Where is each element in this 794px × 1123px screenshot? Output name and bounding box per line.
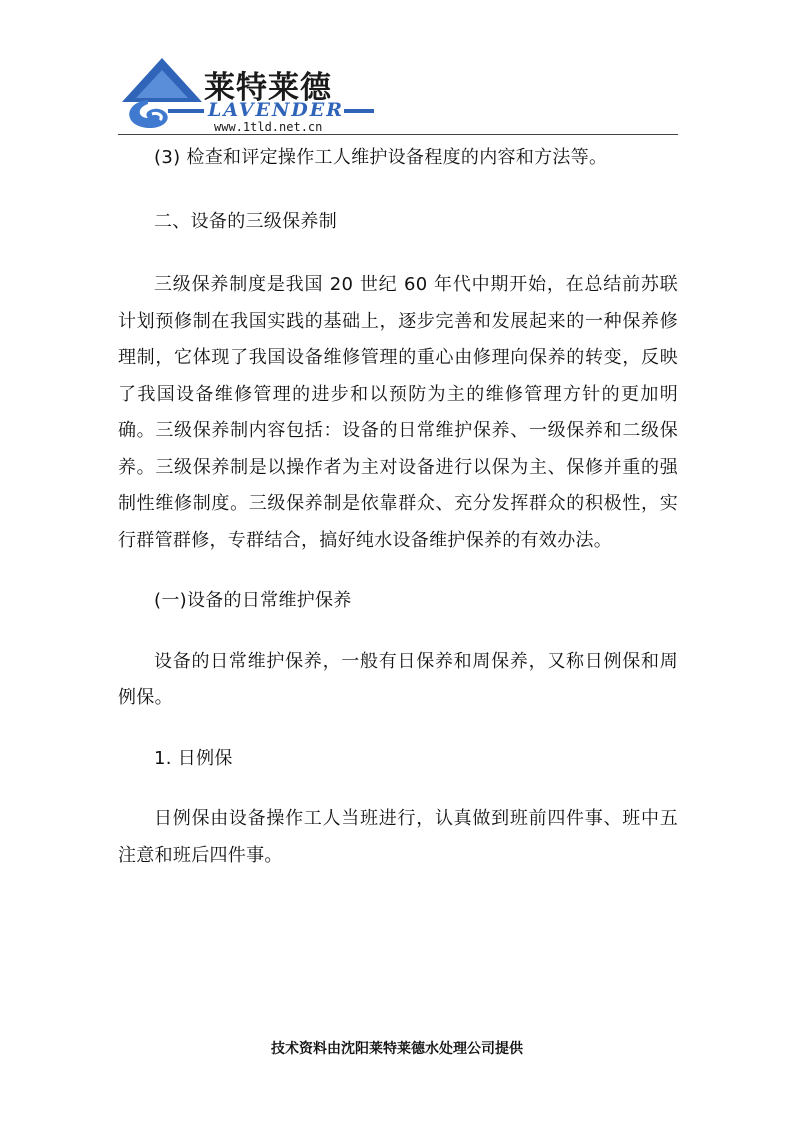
page-header xyxy=(118,50,678,138)
paragraph-daily-routine: 日例保由设备操作工人当班进行，认真做到班前四件事、班中五注意和班后四件事。 xyxy=(118,808,678,866)
paragraph-three-level-system: 三级保养制度是我国 20 世纪 60 年代中期开始，在总结前苏联计划预修制在我国实践的基础上，逐步完善和发展起来的一种保养修理制，它体现了我国设备维修管理的重心由修理向保养的转变，反映了我国设备维修管理的进步和以预防为主的维修管理方针的更加明确。三级保养制内容包括：设备的日常维护保养、一级保养和二级保养。三级保养制是以操作者为主对设备进行以保为主、保修并重的强制性维修制度。三级保养制是依靠群众、充分发挥群众的积极性，实行群管群修，专群结合，搞好纯水设备维护保养的有效办法。 xyxy=(118,274,678,551)
spacer xyxy=(118,177,678,204)
brand-url: www.1tld.net.cn xyxy=(214,120,323,134)
heading-daily-routine: 1. 日例保 xyxy=(154,747,233,769)
lavender-logo-icon xyxy=(118,56,208,132)
spacer xyxy=(118,620,678,644)
brand-name-cn: 莱特莱德 xyxy=(204,70,332,106)
brand-line-left xyxy=(168,109,204,113)
heading-daily-maintenance: (一)设备的日常维护保养 xyxy=(154,590,352,611)
spacer xyxy=(118,777,678,801)
brand-name-en: LAVENDER xyxy=(208,99,345,121)
heading-three-level-maintenance: 二、设备的三级保养制 xyxy=(154,210,337,232)
brand-line-right xyxy=(344,109,374,113)
page-footer: 技术资料由沈阳莱特莱德水处理公司提供 xyxy=(271,1041,523,1057)
spacer xyxy=(118,717,678,741)
spacer xyxy=(118,240,678,267)
paragraph-daily-maintenance: 设备的日常维护保养，一般有日保养和周保养，又称日例保和周例保。 xyxy=(118,650,678,708)
header-divider xyxy=(118,134,678,135)
spacer xyxy=(118,559,678,583)
paragraph-check-evaluate: (3) 检查和评定操作工人维护设备程度的内容和方法等。 xyxy=(154,147,608,168)
document-body xyxy=(118,140,678,874)
